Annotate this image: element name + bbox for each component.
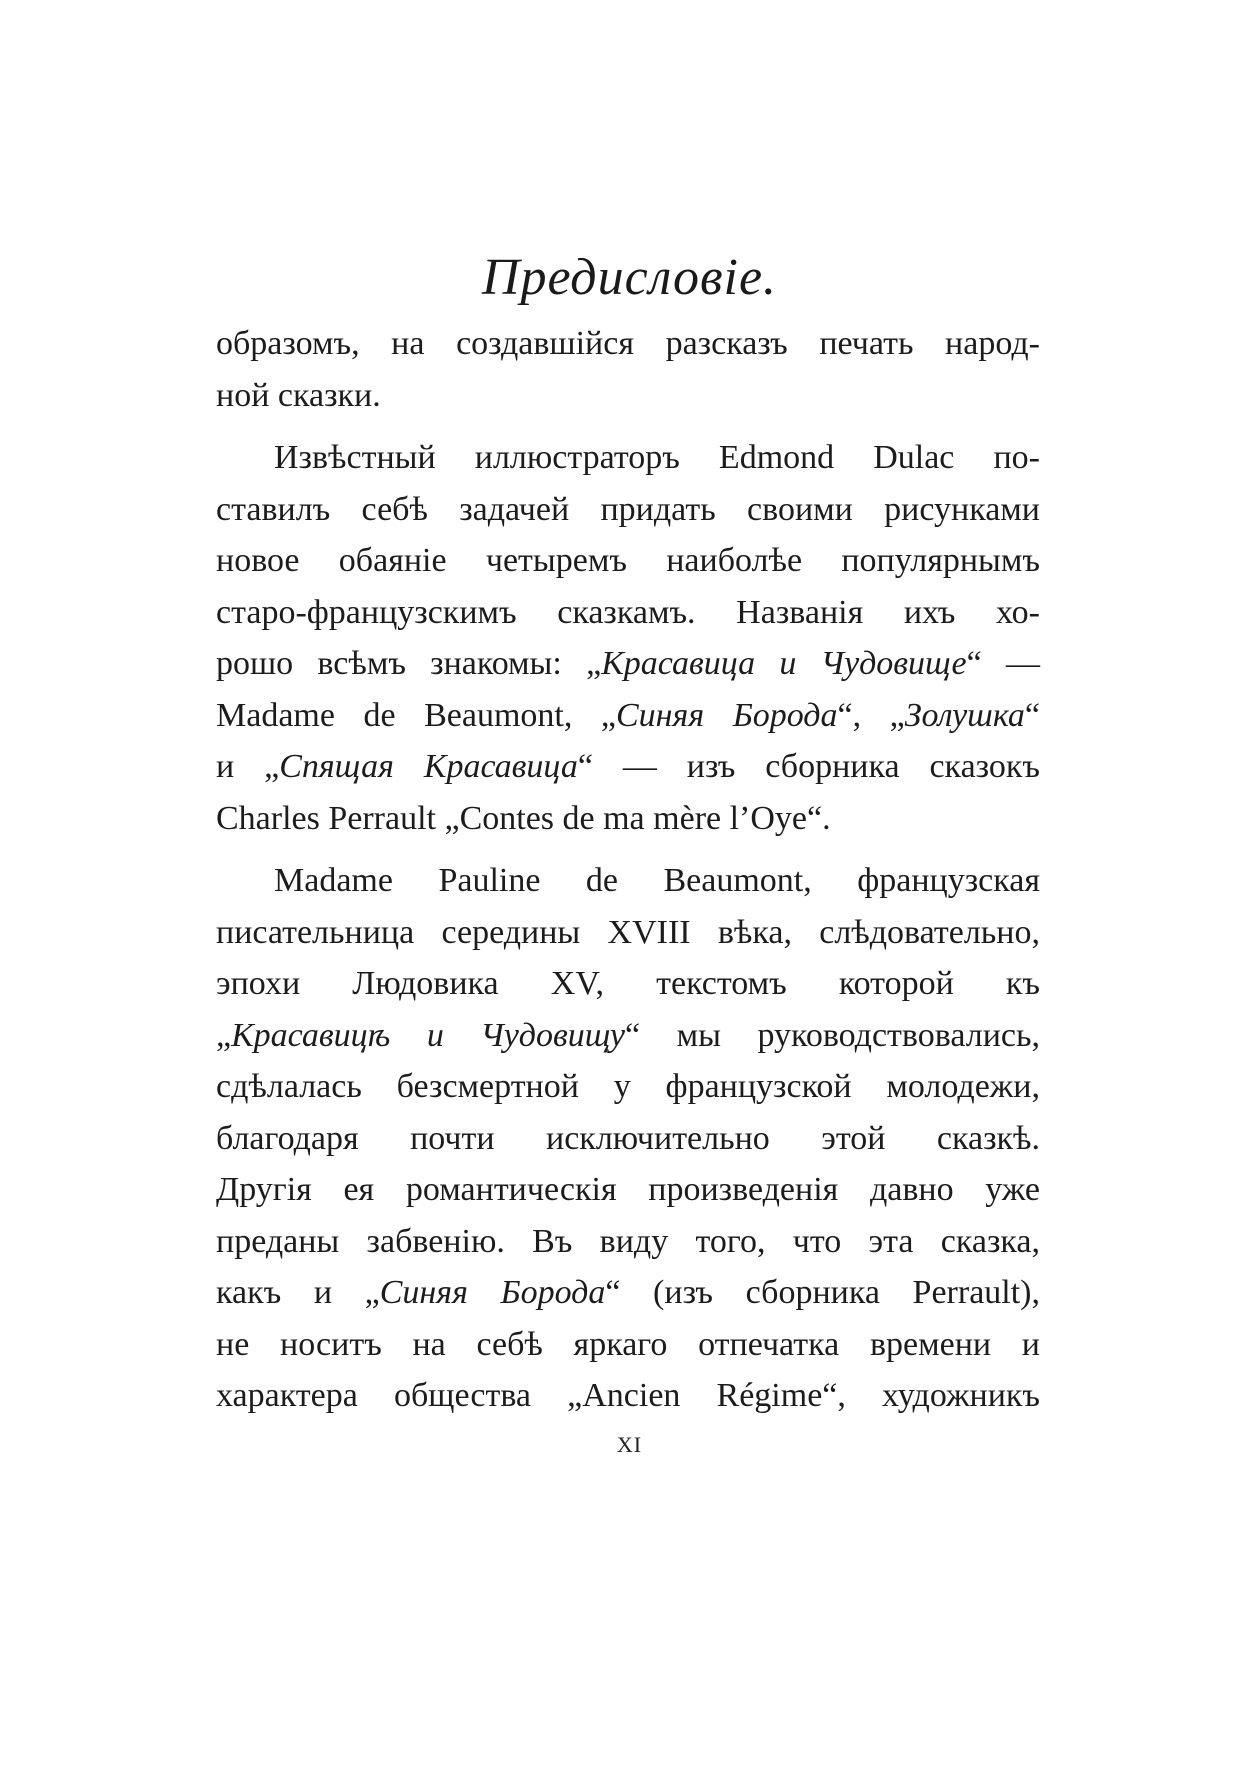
text-run: “ [1024, 696, 1040, 734]
text-line: эпохи Людовика XV, текстомъ которой къ [216, 965, 1040, 1002]
text-line: ставилъ себѣ задачей придать своими рисунками [216, 490, 1040, 528]
text-run: “ (изъ сборника Perrault), [605, 1274, 1041, 1311]
text-line: благодаря почти исключительно этой сказкѣ. [216, 1119, 1040, 1157]
italic-title: Красавицѣ и Чудовищу [231, 1016, 626, 1054]
page-number: XI [616, 1432, 643, 1457]
text-line: ной сказки. [216, 376, 381, 414]
page-title: Предисловіе. [481, 249, 778, 306]
text-line: новое обаяніе четыремъ наиболѣе популярнымъ [216, 542, 1040, 579]
paragraph-1 [216, 318, 1040, 421]
text-line: преданы забвенію. Въ виду того, что эта сказка, [216, 1222, 1040, 1260]
text-line: писательница середины XVIII вѣка, слѣдовательно, [216, 913, 1040, 951]
text-run: рошо всѣмъ знакомы: „ [216, 645, 602, 682]
text-run: “, „ [837, 696, 905, 734]
text-line: не носитъ на себѣ яркаго отпечатка времени и [216, 1325, 1040, 1363]
italic-title: Синяя Борода [379, 1274, 606, 1311]
text-line: Madame Pauline de Beaumont, французская [274, 862, 1040, 899]
text-line: старо-французскимъ сказкамъ. Названія ихъ хо- [216, 593, 1040, 631]
text-run: и „ [216, 748, 280, 785]
italic-title: Спящая Красавица [279, 748, 578, 785]
text-line [216, 1267, 1040, 1319]
text-line [216, 690, 1040, 742]
text-run: “ — [966, 645, 1040, 682]
italic-title: Красавица и Чудовище [601, 645, 967, 682]
text-line: Другія ея романтическія произведенія давно уже [216, 1171, 1040, 1208]
paragraph-2 [216, 432, 1040, 844]
text-run: какъ и „ [216, 1274, 380, 1311]
text-run: “ мы руководствовались, [625, 1016, 1040, 1054]
paragraph-3 [216, 855, 1040, 1422]
text-run: „ [216, 1016, 232, 1054]
text-line [216, 638, 1040, 690]
text-line: Извѣстный иллюстраторъ Edmond Dulac по- [274, 439, 1040, 476]
text-line [216, 741, 1040, 793]
text-line: характера общества „Ancien Régime“, художникъ [216, 1377, 1040, 1414]
text-line [216, 1010, 1040, 1062]
text-run: “ — изъ сборника сказокъ [577, 748, 1040, 785]
text-line: Charles Perrault „Contes de ma mère l’Oye“. [216, 799, 831, 837]
italic-title: Золушка [904, 696, 1025, 734]
text-run: Madame de Beaumont, „ [216, 696, 616, 734]
page-body [216, 318, 1040, 1422]
italic-title: Синяя Борода [616, 696, 838, 734]
text-line: сдѣлалась безсмертной у французской молодежи, [216, 1068, 1040, 1105]
text-line: образомъ, на создавшійся разсказъ печать народ- [216, 325, 1040, 362]
